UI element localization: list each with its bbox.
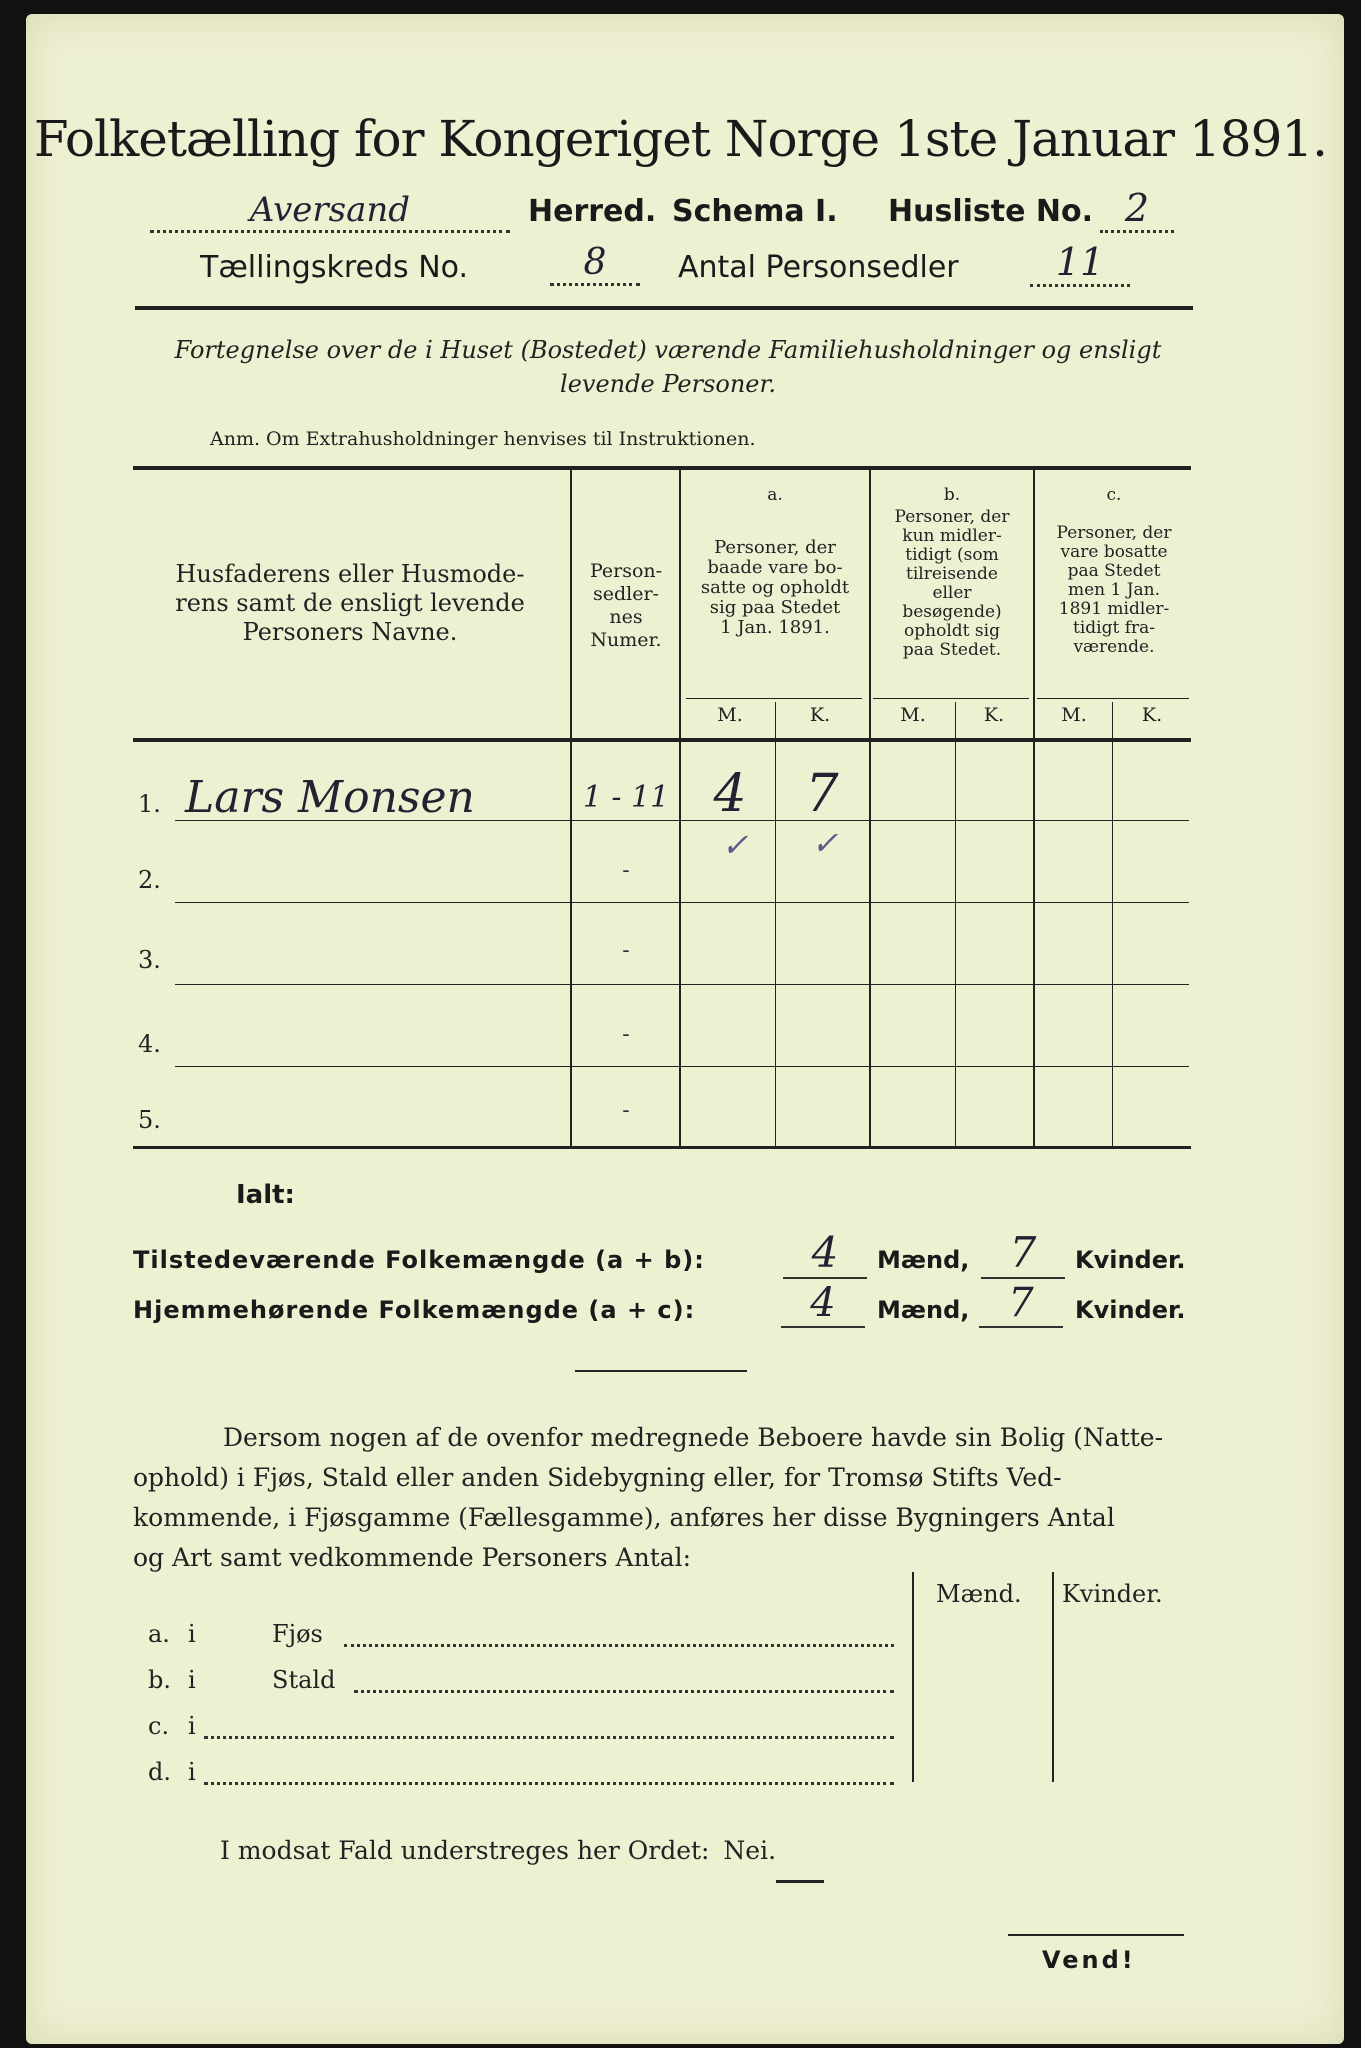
herred-value: Aversand (150, 190, 510, 233)
col-a-header-line: Personer, der (714, 537, 836, 558)
col-a-header-line: baade vare bo- (707, 557, 843, 578)
building-item-letter: a. (148, 1620, 170, 1648)
buildings-line: kommende, i Fjøsgamme (Fællesgamme), anføres her disse Bygningers Antal (133, 1503, 1115, 1532)
check-mark-a-m: ✓ (721, 826, 749, 864)
col-num-header-line: sedler- (593, 583, 659, 605)
buildings-line: ophold) i Fjøs, Stald eller anden Sidebygning eller, for Tromsø Stifts Ved- (133, 1463, 1062, 1492)
kreds-label: Tællingskreds No. (200, 250, 468, 285)
col-b-k-label: K. (983, 704, 1005, 726)
hjemme-line (133, 1280, 1193, 1336)
husliste-label: Husliste No. (888, 194, 1093, 229)
mk-underline-c (1037, 698, 1189, 699)
col-num-header-line: Numer. (590, 629, 662, 651)
col-c-k-label: K. (1141, 704, 1163, 726)
form-title: Folketælling for Kongeriget Norge 1ste Januar 1891. (33, 110, 1328, 168)
vend-label: Vend! (1042, 1946, 1136, 1974)
tilstede-kvinder-value: 7 (981, 1228, 1065, 1279)
col-b-letter: b. (943, 485, 961, 505)
buildings-paragraph (133, 1418, 1195, 1578)
col-c-header (1036, 524, 1192, 657)
hjemme-kvinder-value: 7 (979, 1280, 1063, 1328)
intro-note: Anm. Om Extrahusholdninger henvises til Instruktionen. (210, 428, 756, 450)
building-item-prep: i (188, 1758, 196, 1786)
ialt-label: Ialt: (236, 1180, 295, 1210)
buildings-maend-header: Mænd. (936, 1580, 1022, 1608)
modsat-label: I modsat Fald understreges her Ordet: (220, 1836, 710, 1865)
col-name-header-line: rens samt de ensligt levende (175, 589, 525, 617)
intro-line-1: Fortegnelse over de i Huset (Bostedet) værende Familiehusholdninger og ensligt (174, 336, 1162, 364)
row-line-4 (175, 1066, 1189, 1067)
col-b-header (872, 508, 1032, 660)
building-item-prep: i (188, 1666, 196, 1694)
col-divider-3 (869, 470, 871, 1146)
header-divider (135, 306, 1193, 310)
col-c-m-label: M. (1061, 704, 1087, 726)
col-b-header-line: tidigt (som (905, 545, 999, 565)
household-name: Lars Monsen (185, 772, 475, 823)
sedler-number: - (622, 1098, 630, 1123)
husliste-value: 2 (1100, 186, 1174, 233)
col-num-header (574, 560, 678, 652)
building-item (148, 1758, 908, 1792)
col-b-m-label: M. (900, 704, 926, 726)
col-a-header-line: satte og opholdt (700, 577, 850, 598)
col-c-header-line: 1891 midler- (1058, 599, 1170, 619)
nei-underline (776, 1880, 824, 1883)
building-item-prep: i (188, 1712, 196, 1740)
building-item-dots (354, 1670, 894, 1693)
count-a-m: 4 (713, 764, 747, 824)
building-item-label: Fjøs (272, 1620, 323, 1648)
building-item-dots (204, 1762, 894, 1785)
col-b-header-line: kun midler- (902, 526, 1002, 546)
building-item-dots (204, 1716, 894, 1739)
antal-label: Antal Personsedler (678, 250, 959, 285)
building-item-dots (344, 1624, 894, 1647)
buildings-line: Dersom nogen af de ovenfor medregnede Beboere havde sin Bolig (Natte- (223, 1423, 1164, 1452)
hjemme-maend-value: 4 (781, 1280, 865, 1328)
nei-word: Nei. (723, 1836, 777, 1865)
col-b-header-line: Personer, der (894, 507, 1010, 527)
col-a-header-line: sig paa Stedet (709, 597, 841, 618)
tilstede-maend-label: Mænd, (877, 1246, 970, 1274)
hjemme-label: Hjemmehørende Folkemængde (a + c): (133, 1296, 696, 1324)
col-c-letter: c. (1106, 485, 1122, 505)
count-a-k: 7 (805, 764, 839, 824)
col-a-k-label: K. (809, 704, 831, 726)
sedler-number: - (622, 858, 630, 883)
buildings-col-divider-2 (1052, 1572, 1054, 1782)
building-item-label: Stald (272, 1666, 336, 1694)
col-divider-4 (1033, 470, 1035, 1146)
building-item-letter: b. (148, 1666, 171, 1694)
sedler-number: - (622, 1022, 630, 1047)
row-number: 1. (138, 790, 161, 818)
col-name-header-line: Personers Navne. (242, 618, 458, 646)
buildings-line: og Art samt vedkommende Personers Antal: (133, 1543, 692, 1572)
row-number: 5. (138, 1106, 161, 1134)
building-item-letter: c. (148, 1712, 170, 1740)
antal-value: 11 (1030, 240, 1130, 287)
building-item (148, 1712, 908, 1746)
building-item-prep: i (188, 1620, 196, 1648)
intro-line-2: levende Personer. (560, 370, 776, 398)
col-divider-mk-b (955, 702, 956, 1146)
col-c-header-line: Personer, der (1056, 523, 1172, 543)
col-b-header-line: opholdt sig (904, 621, 1000, 641)
tilstede-maend-value: 4 (783, 1228, 867, 1279)
col-c-header-line: paa Stedet (1067, 561, 1161, 581)
col-b-header-line: besøgende) (902, 602, 1002, 622)
building-item (148, 1666, 908, 1700)
row-number: 4. (138, 1030, 161, 1058)
col-b-header-line: paa Stedet. (902, 640, 1002, 660)
row-number: 2. (138, 866, 161, 894)
col-name-header (140, 560, 560, 647)
col-b-header-line: eller (932, 583, 972, 603)
row-number: 3. (138, 946, 161, 974)
row-line-2 (175, 902, 1189, 903)
col-c-header-line: vare bosatte (1060, 542, 1168, 562)
section-divider (575, 1370, 747, 1372)
col-c-header-line: men 1 Jan. (1067, 580, 1161, 600)
col-c-header-line: værende. (1073, 637, 1155, 657)
kreds-line (200, 240, 1200, 298)
col-divider-2 (679, 470, 681, 1146)
hjemme-maend-label: Mænd, (877, 1296, 970, 1324)
col-a-header-line: 1 Jan. 1891. (720, 617, 830, 638)
kreds-value: 8 (550, 242, 640, 286)
col-b-header-line: tilreisende (905, 564, 998, 584)
mk-underline-b (873, 698, 1029, 699)
hjemme-kvinder-label: Kvinder. (1075, 1296, 1186, 1324)
col-divider-1 (570, 470, 572, 1146)
col-name-header-line: Husfaderens eller Husmode- (175, 560, 525, 588)
row-line-3 (175, 984, 1189, 985)
tilstede-label: Tilstedeværende Folkemængde (a + b): (133, 1246, 705, 1274)
check-mark-a-k: ✓ (811, 824, 839, 862)
modsat-line (220, 1836, 776, 1865)
col-num-header-line: nes (609, 606, 643, 628)
vend-rule (1008, 1934, 1184, 1936)
col-c-header-line: tidigt fra- (1072, 618, 1155, 638)
col-divider-mk-c (1112, 702, 1113, 1146)
table-bottom-rule (133, 1146, 1191, 1149)
col-num-header-line: Person- (589, 560, 663, 582)
col-divider-mk-a (775, 702, 776, 1146)
col-a-letter: a. (767, 485, 783, 505)
buildings-col-divider-1 (912, 1572, 914, 1782)
mk-underline-a (686, 698, 862, 699)
col-a-m-label: M. (717, 704, 743, 726)
building-item (148, 1620, 908, 1654)
sedler-number: - (622, 938, 630, 963)
building-item-letter: d. (148, 1758, 171, 1786)
buildings-kvinder-header: Kvinder. (1062, 1580, 1163, 1608)
col-a-header (682, 538, 868, 638)
sedler-number: 1 - 11 (582, 780, 670, 815)
herred-line (150, 186, 1200, 240)
tilstede-kvinder-label: Kvinder. (1075, 1246, 1186, 1274)
herred-label: Herred. (528, 194, 657, 229)
schema-label: Schema I. (672, 194, 838, 229)
